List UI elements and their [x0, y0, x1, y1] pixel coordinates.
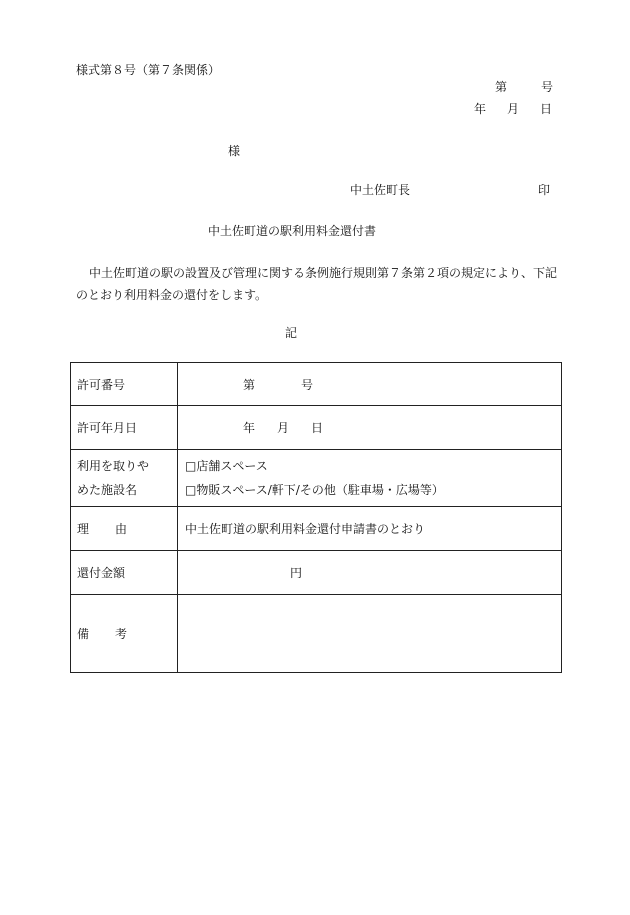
document-number-prefix: 第: [495, 80, 508, 94]
permit-date-month: 月: [277, 421, 290, 435]
facility-label-line1: 利用を取りや: [77, 459, 150, 473]
table-row-remarks: [71, 595, 562, 673]
table-row-reason: [71, 507, 562, 551]
form-number: 様式第８号（第７条関係）: [76, 63, 221, 77]
table-row-refund-amount: [71, 551, 562, 595]
ki-heading: 記: [285, 326, 298, 340]
permit-number-prefix: 第: [243, 377, 256, 392]
reason-label-a: 理: [77, 522, 90, 536]
issue-date-year: 年: [474, 102, 487, 116]
table-row-facility: [71, 450, 562, 507]
addressee-honorific: 様: [228, 144, 241, 158]
permit-number-suffix: 号: [301, 377, 314, 392]
permit-number-label: 許可番号: [71, 363, 178, 406]
remarks-label-a: 備: [77, 627, 90, 641]
refund-table: [70, 362, 562, 673]
facility-option-sales-checkbox[interactable]: □物販スペース/軒下/その他（駐車場・広場等）: [185, 483, 444, 497]
refund-amount-unit: 円: [290, 566, 303, 580]
issue-date-month: 月: [507, 102, 520, 116]
facility-label: [71, 450, 178, 507]
refund-amount-value[interactable]: [178, 551, 562, 595]
table-row-permit-number: [71, 363, 562, 406]
reason-value: 中土佐町道の駅利用料金還付申請書のとおり: [178, 507, 562, 551]
table-row-permit-date: [71, 406, 562, 450]
facility-label-line2: めた施設名: [77, 483, 138, 497]
document-title: 中土佐町道の駅利用料金還付書: [208, 224, 377, 238]
refund-amount-label: 還付金額: [71, 551, 178, 595]
facility-option-store-checkbox[interactable]: □店舗スペース: [185, 459, 268, 473]
permit-date-day: 日: [311, 421, 324, 435]
issue-date-day: 日: [540, 102, 553, 116]
permit-date-value[interactable]: [178, 406, 562, 450]
document-number: [495, 79, 553, 95]
body-text: 中土佐町道の駅の設置及び管理に関する条例施行規則第７条第２項の規定により、下記のとおり利用料金の還付をします。: [76, 266, 558, 302]
permit-number-value[interactable]: [178, 363, 562, 406]
document-number-suffix: 号: [541, 80, 554, 94]
reason-label-b: 由: [115, 522, 128, 536]
remarks-label: [71, 595, 178, 673]
remarks-label-b: 考: [115, 627, 128, 641]
facility-options: [178, 450, 562, 507]
seal-mark: 印: [538, 183, 551, 197]
remarks-value[interactable]: [178, 595, 562, 673]
permit-date-year: 年: [243, 421, 256, 435]
permit-date-label: 許可年月日: [71, 406, 178, 450]
issue-date: [474, 101, 552, 117]
reason-label: [71, 507, 178, 551]
issuer-name: 中土佐町長: [350, 183, 411, 197]
